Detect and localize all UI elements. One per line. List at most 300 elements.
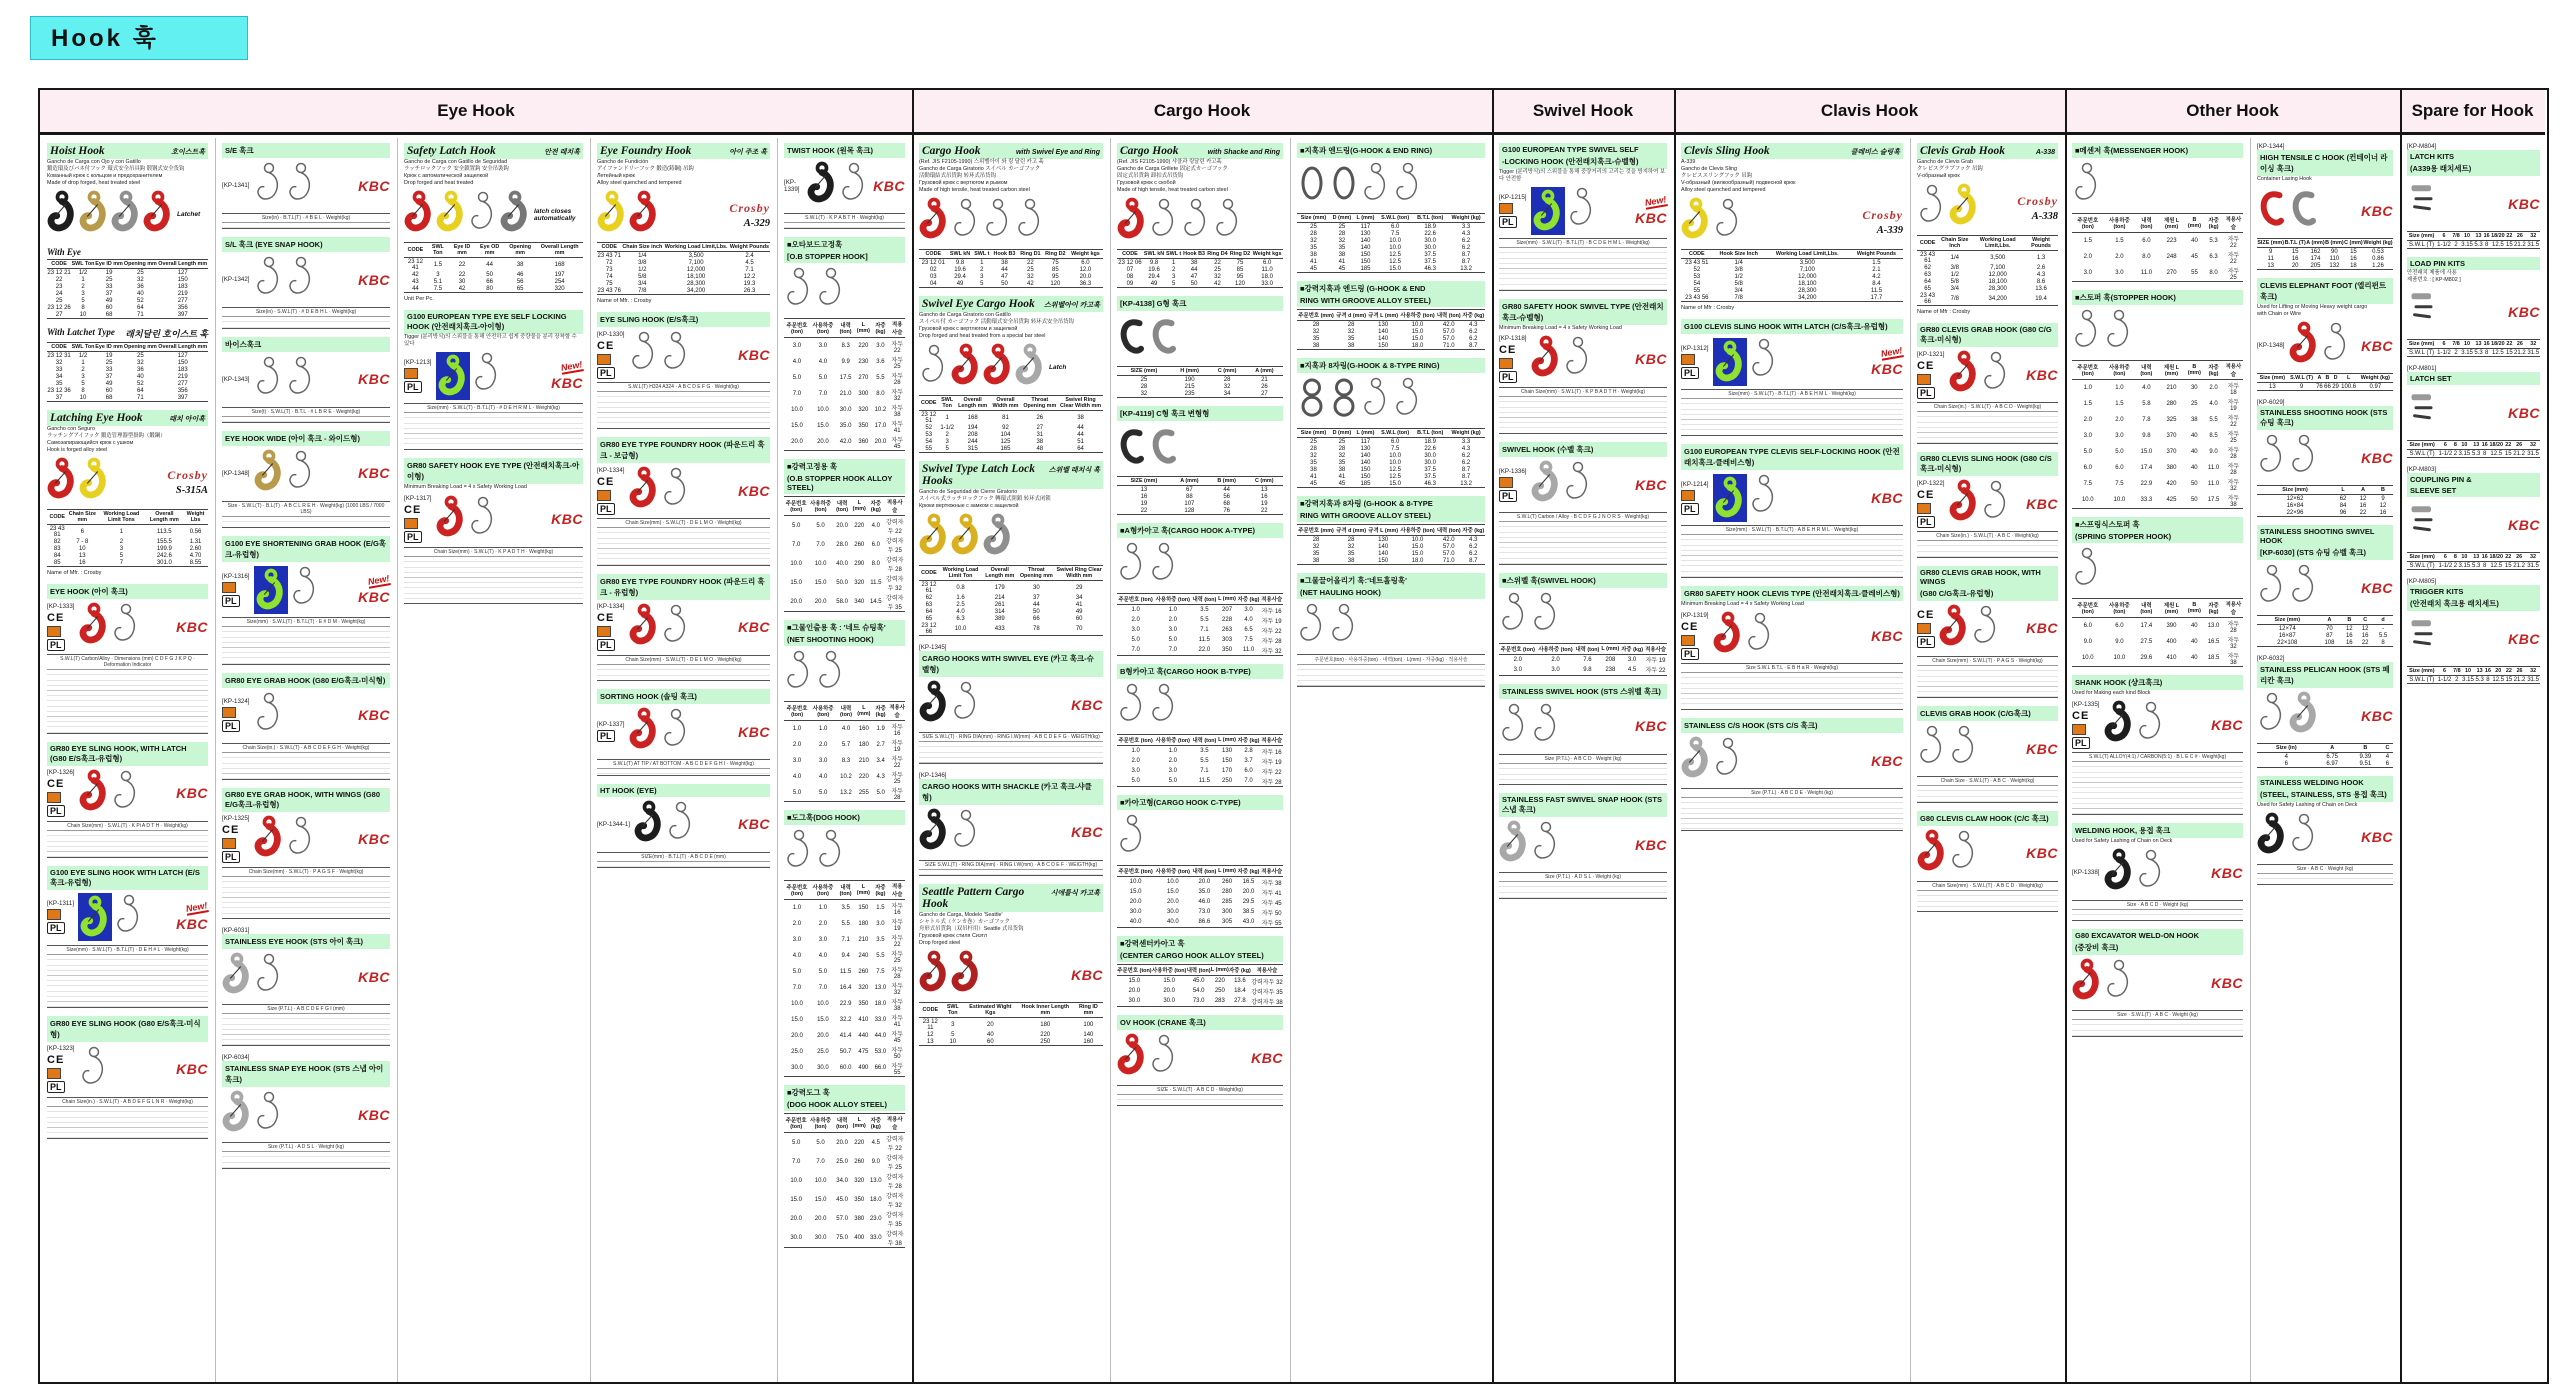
table-cell: 68 <box>95 311 124 319</box>
table-cell: 16 <box>2291 255 2299 262</box>
placeholder-table-rows <box>1499 882 1667 899</box>
table-cell: 23 12 11 <box>922 1018 938 1031</box>
table-cell: 03 <box>929 273 937 280</box>
table-cell: 13.2 <box>1447 480 1485 488</box>
certification-stack <box>1917 480 1945 528</box>
spec-column-header: 내력 (ton) <box>836 881 855 900</box>
table-cell: 12,000 <box>1988 271 2007 278</box>
table-cell: 50 <box>1032 608 1040 615</box>
hook-images <box>1297 161 1423 210</box>
table-cell: 4.0 <box>792 359 802 366</box>
spec-column-header: C <box>2382 744 2393 753</box>
section-title: EYE SLING HOOK (E/S훅크) <box>600 315 699 325</box>
spec-column-header: Working Load Limit,Lbs. <box>664 244 728 251</box>
table-cell: 57.0 <box>1442 328 1455 335</box>
figure-row <box>1499 186 1667 235</box>
table-cell: 34 <box>55 373 63 380</box>
table-cell: 3.0 <box>2104 265 2136 282</box>
table-cell: 7.5 <box>427 285 449 293</box>
table-cell: 16.5 <box>2207 639 2220 645</box>
spec-column-header: CODE <box>47 260 71 269</box>
table-cell: 2.0 <box>1131 758 1140 765</box>
product-section <box>47 1016 208 1139</box>
table-cell: 64 <box>925 608 933 615</box>
hook-illustration <box>254 691 284 740</box>
catalog-column <box>914 138 1108 1382</box>
hook-illustration <box>114 893 144 942</box>
table-cell: 5.5 <box>1200 758 1209 765</box>
section-title: GR80 EYE GRAB HOOK (G80 E/G훅크-미식형) <box>225 675 386 685</box>
section-title-bar <box>919 296 1103 312</box>
spec-table-header-row <box>1117 594 1283 605</box>
table-cell: 38 <box>1297 557 1335 565</box>
hook-illustration <box>79 602 109 651</box>
hook-illustration <box>634 800 664 849</box>
table-cell: 41 <box>1310 473 1317 480</box>
table-row <box>919 438 1103 445</box>
table-cell: 57.0 <box>1442 543 1455 550</box>
table-cell: 43.0 <box>1237 917 1261 928</box>
cert-seal-icon <box>222 582 236 593</box>
spec-table-header-row <box>2257 486 2393 495</box>
figure-row <box>1917 604 2058 653</box>
table-cell: 207 <box>1222 607 1233 614</box>
spec-table-header-row <box>2407 667 2540 676</box>
section-title: G80 EXCAVATOR WELD-ON HOOK <box>2075 931 2200 941</box>
certification-stack <box>404 495 432 543</box>
hook-illustration <box>286 815 316 864</box>
hook-images <box>597 190 659 239</box>
table-cell: 자두 32 <box>891 389 904 402</box>
section-title-bar <box>1117 296 1283 311</box>
spec-column-header: B <box>2349 744 2382 753</box>
description-line: Minimum Breaking Load = 4 x Safety Working Load <box>1499 324 1622 331</box>
table-cell: 31.5 <box>2527 676 2540 683</box>
table-cell: 5.3 <box>2209 238 2218 244</box>
section-title: LATCH SET <box>2410 374 2452 384</box>
hook-illustration <box>951 808 981 857</box>
table-cell: 40.0 <box>836 560 848 567</box>
certification-stack <box>2072 869 2100 876</box>
table-cell: 120 <box>1043 280 1068 288</box>
table-cell: 3.0 <box>1168 627 1177 634</box>
table-cell: 1 <box>81 276 85 283</box>
spec-column-header: 제원 L (mm) <box>2158 214 2186 233</box>
spec-column-header: 내력 (ton) <box>1436 310 1462 321</box>
hook-illustration <box>79 1045 109 1094</box>
subheading-label: With Eye <box>47 247 81 258</box>
placeholder-table-rows <box>222 317 390 328</box>
table-cell: 23 12 36 <box>47 387 71 394</box>
spec-table-header-row <box>1297 214 1485 223</box>
table-cell: 37 <box>1032 594 1040 601</box>
table-cell: 95 <box>1236 273 1244 280</box>
table-row <box>784 932 905 948</box>
table-cell: 389 <box>994 615 1005 622</box>
spec-table-header-row <box>2407 340 2540 349</box>
table-cell: 32 <box>1347 328 1355 335</box>
hook-images <box>2407 500 2437 549</box>
table-cell: 260 <box>858 969 869 976</box>
table-cell: 360 <box>855 434 871 451</box>
section-title-bar <box>47 410 208 426</box>
table-cell: 54 <box>1693 280 1701 287</box>
description-line: Minimum Breaking Load = 4 x Safety Working Load <box>1681 601 1804 608</box>
table-cell: 11.0 <box>2207 465 2220 471</box>
table-cell: 10 <box>78 545 86 552</box>
table-cell: 303 <box>1222 637 1233 644</box>
table-cell: 4.5 <box>871 1139 880 1146</box>
table-cell: 20.0 <box>1129 899 1142 906</box>
table-cell: 50 <box>991 280 1018 288</box>
kbc-logo: KBC <box>2361 449 2393 466</box>
hook-illustration <box>436 190 466 239</box>
kbc-logo: KBC <box>738 619 770 636</box>
hook-illustration <box>500 190 530 239</box>
table-cell: 25.0 <box>817 1049 829 1056</box>
section-title: OV HOOK (CRANE 훅크) <box>1120 1018 1206 1028</box>
hook-images <box>1499 820 1561 869</box>
figure-row <box>2257 186 2393 235</box>
table-cell: 44 <box>1077 424 1084 431</box>
table-cell: 7.1 <box>1200 627 1209 634</box>
spec-column-header: B <box>2323 374 2331 383</box>
cert-seal-icon <box>1499 477 1513 488</box>
pl-mark-icon: PL <box>404 381 422 393</box>
table-cell: 23 <box>55 283 63 290</box>
dimension-table-placeholder <box>222 743 390 780</box>
spec-column-header: 10 <box>2457 553 2471 562</box>
hook-illustration <box>1531 187 1565 235</box>
spec-column-header: 적용사슬 <box>1260 866 1283 877</box>
hook-images <box>1117 424 1179 473</box>
kbc-logo: KBC <box>1251 1049 1283 1066</box>
section-title: ■메센저 훅(MESSENGER HOOK) <box>2075 146 2189 155</box>
description-line: Gancho de Carga con Ojo y con Gatillo <box>47 159 141 165</box>
table-cell: 8.7 <box>1461 258 1471 265</box>
spec-column-header: B (mm) <box>1208 477 1246 486</box>
hook-illustration <box>436 495 466 544</box>
section-title: Hoist Hook <box>50 145 105 157</box>
section-title-bar <box>919 651 1103 677</box>
section-title-bar <box>1297 496 1485 511</box>
spec-column-header: 자중 (kg) <box>2203 361 2224 380</box>
spec-column-header: 내력 (ton) <box>836 702 856 721</box>
table-cell: 1.0 <box>818 905 828 912</box>
table-row <box>47 373 208 380</box>
certification-stack <box>1681 345 1709 379</box>
table-cell: 10.0 <box>1389 237 1401 244</box>
table-cell: 25 <box>137 269 144 276</box>
table-cell: 140 <box>1360 452 1371 459</box>
section-title: G100 EUROPEAN TYPE CLEVIS SELF-LOCKING HOOK (안전래치훅크-클레비스형) <box>1684 447 1900 468</box>
section-title: Eye Foundry Hook <box>600 145 692 157</box>
hook-illustration <box>468 495 498 544</box>
hook-illustration <box>1361 161 1391 210</box>
description-line: Tigger (분리방식)의 스위블을 통해 중량거리의 고리는 것을 방지하여 보다 안전함 <box>1499 169 1666 183</box>
cert-seal-icon <box>47 1068 61 1079</box>
spec-column-header: Working Load Limit,Lbs. <box>1765 250 1850 259</box>
hook-illustration <box>983 513 1013 562</box>
table-cell: 6.0 <box>1244 768 1253 775</box>
model-number: A-338 <box>2031 210 2058 222</box>
spec-column-header: A <box>2316 744 2349 753</box>
figure-row <box>2407 500 2540 549</box>
table-cell: 16 <box>2359 502 2367 509</box>
product-code: [KP-1318] <box>1499 335 1527 343</box>
section-title-korean: 스위벨아이 카고훅 <box>1043 302 1100 310</box>
table-cell: 41 <box>1338 258 1346 265</box>
crosby-logo: Crosby <box>167 467 208 482</box>
section-title-line2: [KP-6030] (STS 슈팅 슈벨 훅크) <box>2257 547 2393 560</box>
footnote: Name of Mfr. : Crosby <box>47 570 102 577</box>
spec-column-header: 22 <box>2505 668 2512 675</box>
hook-illustration <box>254 161 284 210</box>
table-cell: 5.0 <box>792 375 802 382</box>
description-line: Container Lasing Hook <box>2257 176 2312 182</box>
dimension-table-placeholder <box>1499 512 1667 565</box>
table-cell: 13 <box>1140 486 1148 493</box>
table-cell: 6.3 <box>2209 254 2218 260</box>
table-cell: 1.0 <box>792 726 802 733</box>
table-cell: 6.0 <box>871 541 880 548</box>
table-cell: 2.0 <box>1551 656 1560 663</box>
table-cell: 27.8 <box>1229 996 1251 1007</box>
table-cell: 85 <box>47 559 67 567</box>
table-cell: 3.0 <box>792 937 802 944</box>
product-section <box>2072 517 2243 667</box>
spec-column-header: L (mm) <box>855 881 871 900</box>
table-cell: 30.0 <box>839 407 852 414</box>
spec-column-header: 13 <box>2476 668 2483 675</box>
table-cell: 214 <box>994 594 1005 601</box>
kbc-logo: KBC <box>1871 489 1903 506</box>
table-cell: 18.0 <box>1399 557 1436 565</box>
table-cell: 20.0 <box>791 1033 803 1040</box>
hook-illustration <box>1117 813 1147 862</box>
spec-column-header: B.T.L (T) <box>2284 240 2306 247</box>
table-cell: 400 <box>2166 639 2177 645</box>
hook-illustration <box>629 190 659 239</box>
latch-kit-illustration <box>2407 179 2437 228</box>
table-cell: 2 <box>2452 241 2461 249</box>
table-row <box>919 280 1103 288</box>
spec-table-header-row <box>2257 374 2393 383</box>
table-cell: 29.4 <box>954 273 966 280</box>
table-cell: 81 <box>1002 414 1009 421</box>
spec-table-header-row <box>1681 250 1903 259</box>
table-cell: 16 <box>2350 255 2357 262</box>
table-cell: 40 <box>987 1031 994 1038</box>
placeholder-table-rows <box>1917 412 2058 444</box>
table-cell: 70 <box>1055 622 1103 636</box>
table-cell: 380 <box>2166 465 2177 471</box>
table-cell: 1.0 <box>2083 385 2092 391</box>
table-cell: 40 <box>137 290 144 297</box>
spec-column-header: 자중 (kg) <box>871 881 889 900</box>
hook-illustration <box>111 769 141 818</box>
table-cell: 4.2 <box>1872 273 1881 280</box>
table-cell: 22 <box>55 276 63 283</box>
group-divider <box>912 90 914 1382</box>
table-cell: 23.0 <box>869 1215 882 1222</box>
figure-row <box>2407 179 2540 228</box>
spec-table <box>1117 593 1283 656</box>
certification-stack <box>1499 335 1527 383</box>
hook-illustration <box>1949 829 1979 878</box>
section-title-bar <box>1117 143 1283 159</box>
table-cell: 7.0 <box>792 541 801 548</box>
table-cell: 37 <box>105 373 113 380</box>
table-row <box>2257 502 2393 509</box>
table-cell: 자두 22 <box>1261 769 1282 776</box>
table-cell: S.W.L (T) <box>2407 450 2437 458</box>
product-section <box>1681 143 1903 311</box>
table-row <box>1117 756 1283 766</box>
table-cell: 3,500 <box>1799 259 1815 266</box>
placeholder-table-rows <box>1499 397 1667 434</box>
hook-illustration <box>2104 958 2134 1007</box>
spec-table-header-row <box>1297 429 1485 438</box>
table-cell: 2 <box>2453 450 2458 457</box>
table-cell: 100.6 <box>2341 383 2357 390</box>
table-cell: 6 <box>80 528 84 535</box>
table-cell: 6.0 <box>1262 259 1272 266</box>
table-cell: 34,200 <box>663 287 729 295</box>
table-cell: 3.0 <box>2115 433 2124 439</box>
table-cell: 12 <box>2359 495 2367 502</box>
placeholder-table-rows <box>2072 910 2243 921</box>
table-cell: 34 <box>1208 390 1246 398</box>
table-cell: 3.15 <box>2461 241 2473 248</box>
pl-mark-icon: PL <box>1917 516 1935 528</box>
table-row <box>2072 634 2243 650</box>
table-cell: 38 <box>1310 251 1317 258</box>
spec-column-header: 26 <box>2513 232 2526 241</box>
pl-mark-icon: PL <box>1499 216 1517 228</box>
hook-illustration <box>2289 433 2319 482</box>
table-cell: 강력자두 32 <box>886 1193 904 1209</box>
hook-illustration <box>1749 337 1779 386</box>
table-cell: 9.0 <box>2083 639 2092 645</box>
table-cell: 5.3 <box>2474 241 2483 248</box>
table-row <box>2257 753 2393 761</box>
description-line: A-339 <box>1681 159 1696 165</box>
table-cell: 10.2 <box>840 774 852 781</box>
table-cell: 356 <box>177 387 188 394</box>
table-cell: 46.3 <box>1413 480 1447 488</box>
table-cell: 370 <box>2166 433 2177 439</box>
table-cell: 150 <box>1222 758 1233 765</box>
table-row <box>784 980 905 996</box>
description-line: Tigger (분리방식)의 스위블을 통해 안전하고 쉽게 중량물을 분리 장착할 수 있다 <box>404 334 577 348</box>
table-cell: 67 <box>1186 486 1193 493</box>
table-cell: 8.7 <box>1461 466 1471 473</box>
kbc-logo: KBC <box>1071 696 1103 713</box>
table-cell: 20.0 <box>836 522 848 529</box>
spec-column-header: Throat Opening mm <box>1023 397 1057 410</box>
table-row <box>1117 746 1283 757</box>
table-cell: 35 <box>1338 459 1346 466</box>
figure-row <box>2257 433 2393 482</box>
section-title-bar <box>2072 675 2243 690</box>
dimension-table-placeholder <box>47 1097 208 1139</box>
table-cell: 5.5 <box>2378 632 2388 639</box>
kbc-logo: KBC <box>358 588 390 605</box>
table-cell: 32 <box>55 359 63 366</box>
spec-column-header: Size (mm) <box>1297 214 1330 223</box>
hook-illustration <box>254 815 284 864</box>
table-cell: 55 <box>1693 287 1701 294</box>
table-cell: 자두 32 <box>2227 637 2240 650</box>
table-cell: 130 <box>1360 230 1371 237</box>
table-row <box>1297 480 1485 488</box>
table-row <box>1917 285 2058 292</box>
table-cell: 150 <box>1360 466 1371 473</box>
table-cell: 18 <box>2344 262 2363 270</box>
figure-row <box>919 950 1103 999</box>
table-cell: 397 <box>157 311 208 319</box>
figure-row <box>222 565 390 614</box>
table-cell: 25.0 <box>791 1049 803 1056</box>
section-title: LOAD PIN KITS <box>2410 259 2466 268</box>
table-cell: 10 <box>942 1038 964 1046</box>
hook-images <box>1713 337 1779 386</box>
table-cell: 자두 19 <box>891 740 903 753</box>
kbc-logo: KBC <box>2361 579 2393 596</box>
table-cell: 7.0 <box>818 985 828 992</box>
description-line: Drop forged and heat treated <box>404 180 474 187</box>
table-row <box>1297 223 1485 231</box>
kbc-logo: KBC <box>2211 974 2243 991</box>
section-title: B형카아고 훅(CARGO HOOK B-TYPE) <box>1120 667 1251 677</box>
placeholder-table-header: Chain Size(in.) · S.W.L(T) · A B D E F G L N R · Weight(kg) <box>47 1097 208 1107</box>
table-cell: 33 <box>55 366 63 373</box>
table-row <box>784 1209 905 1228</box>
table-cell: 자두 19 <box>1645 658 1666 665</box>
table-cell: 자두 16 <box>1261 608 1282 615</box>
table-cell: 3.0 <box>1131 768 1140 775</box>
table-cell: 183 <box>177 366 188 373</box>
section-title-bar <box>1297 143 1485 158</box>
figure-row <box>919 513 1103 562</box>
table-cell: 2.0 <box>792 921 802 928</box>
table-cell: 260 <box>1222 879 1233 886</box>
spec-column-header: Ring D1 <box>1018 250 1043 259</box>
table-cell: 475 <box>858 1049 869 1056</box>
spec-column-header: 18/20 <box>2489 442 2504 449</box>
table-row <box>1297 328 1485 335</box>
section-title: ■카아고형(CARGO HOOK C-TYPE) <box>1120 798 1241 808</box>
table-row <box>784 1133 905 1153</box>
table-row <box>597 252 770 260</box>
description-line: Gancho de Carga Giratorio スイベル カーゴフック <box>919 166 1041 173</box>
product-section <box>222 1054 390 1169</box>
product-section <box>597 784 770 868</box>
table-cell: 7.5 <box>876 969 885 976</box>
hook-illustration <box>951 197 981 246</box>
table-cell: 270 <box>2158 265 2186 282</box>
table-cell: 220 <box>854 1139 865 1146</box>
spec-column-header: SIZE (mm) <box>1117 367 1171 376</box>
dimension-table-placeholder <box>222 867 390 920</box>
table-cell: 208 <box>967 431 978 438</box>
table-cell: 104 <box>1000 431 1011 438</box>
table-row <box>784 948 905 964</box>
section-title: [KP-4138] G형 훅크 <box>1120 299 1187 309</box>
table-cell: 68 <box>1223 500 1231 507</box>
table-cell: 18,100 <box>1798 280 1817 287</box>
